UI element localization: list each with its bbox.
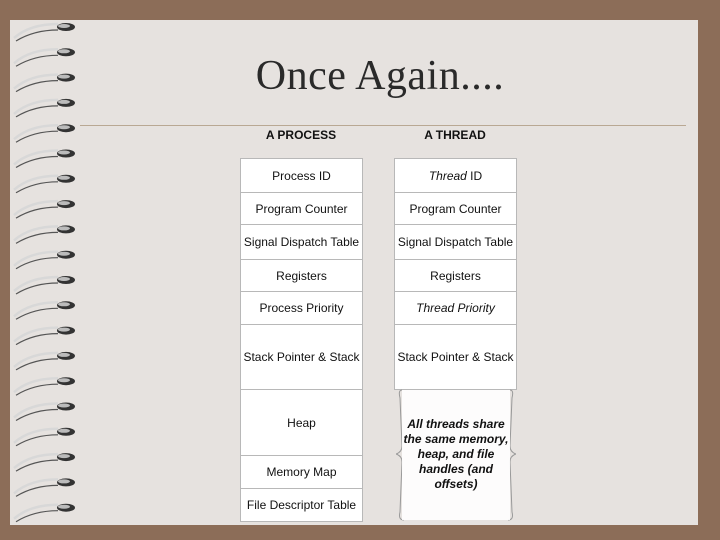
spiral-ring: [14, 225, 75, 243]
process-row: Program Counter: [241, 193, 362, 225]
spiral-ring: [14, 453, 75, 471]
spiral-ring: [14, 403, 75, 421]
spiral-ring: [14, 276, 75, 294]
thread-table: [394, 158, 517, 390]
process-row: Process Priority: [241, 292, 362, 325]
process-row: Registers: [241, 260, 362, 292]
process-row: Process ID: [241, 159, 362, 193]
thread-row: Registers: [395, 260, 516, 292]
process-row: Memory Map: [241, 456, 362, 489]
thread-row: Thread ID: [395, 159, 516, 193]
spiral-ring: [14, 23, 75, 41]
spiral-ring: [14, 327, 75, 345]
thread-row: Program Counter: [395, 193, 516, 225]
spiral-ring: [14, 48, 75, 66]
process-row: Heap: [241, 390, 362, 456]
spiral-ring: [14, 150, 75, 168]
page-title: Once Again....: [255, 53, 505, 99]
spiral-ring: [14, 124, 75, 142]
shared-note: All threads share the same memory, heap, and file handles (and offsets): [403, 417, 509, 491]
process-table: [240, 158, 363, 522]
spiral-ring: [14, 301, 75, 319]
spiral-ring: [14, 478, 75, 496]
thread-row: Thread Priority: [395, 292, 516, 325]
process-row: File Descriptor Table: [246, 498, 357, 512]
spiral-ring: [14, 428, 75, 446]
spiral-ring: [14, 504, 75, 522]
thread-heading: A THREAD: [424, 128, 486, 142]
spiral-ring: [14, 200, 75, 218]
spiral-ring: [14, 352, 75, 370]
spiral-ring: [14, 99, 75, 117]
process-row: Signal Dispatch Table: [241, 225, 362, 260]
spiral-ring: [14, 251, 75, 269]
spiral-ring: [14, 74, 75, 92]
process-row: Stack Pointer & Stack: [241, 325, 362, 390]
process-heading: A PROCESS: [265, 128, 337, 142]
spiral-rings: [0, 0, 90, 540]
title-divider: [80, 125, 686, 126]
thread-row: Signal Dispatch Table: [395, 225, 516, 260]
thread-row: Stack Pointer & Stack: [397, 350, 514, 364]
spiral-ring: [14, 377, 75, 395]
spiral-ring: [14, 175, 75, 193]
